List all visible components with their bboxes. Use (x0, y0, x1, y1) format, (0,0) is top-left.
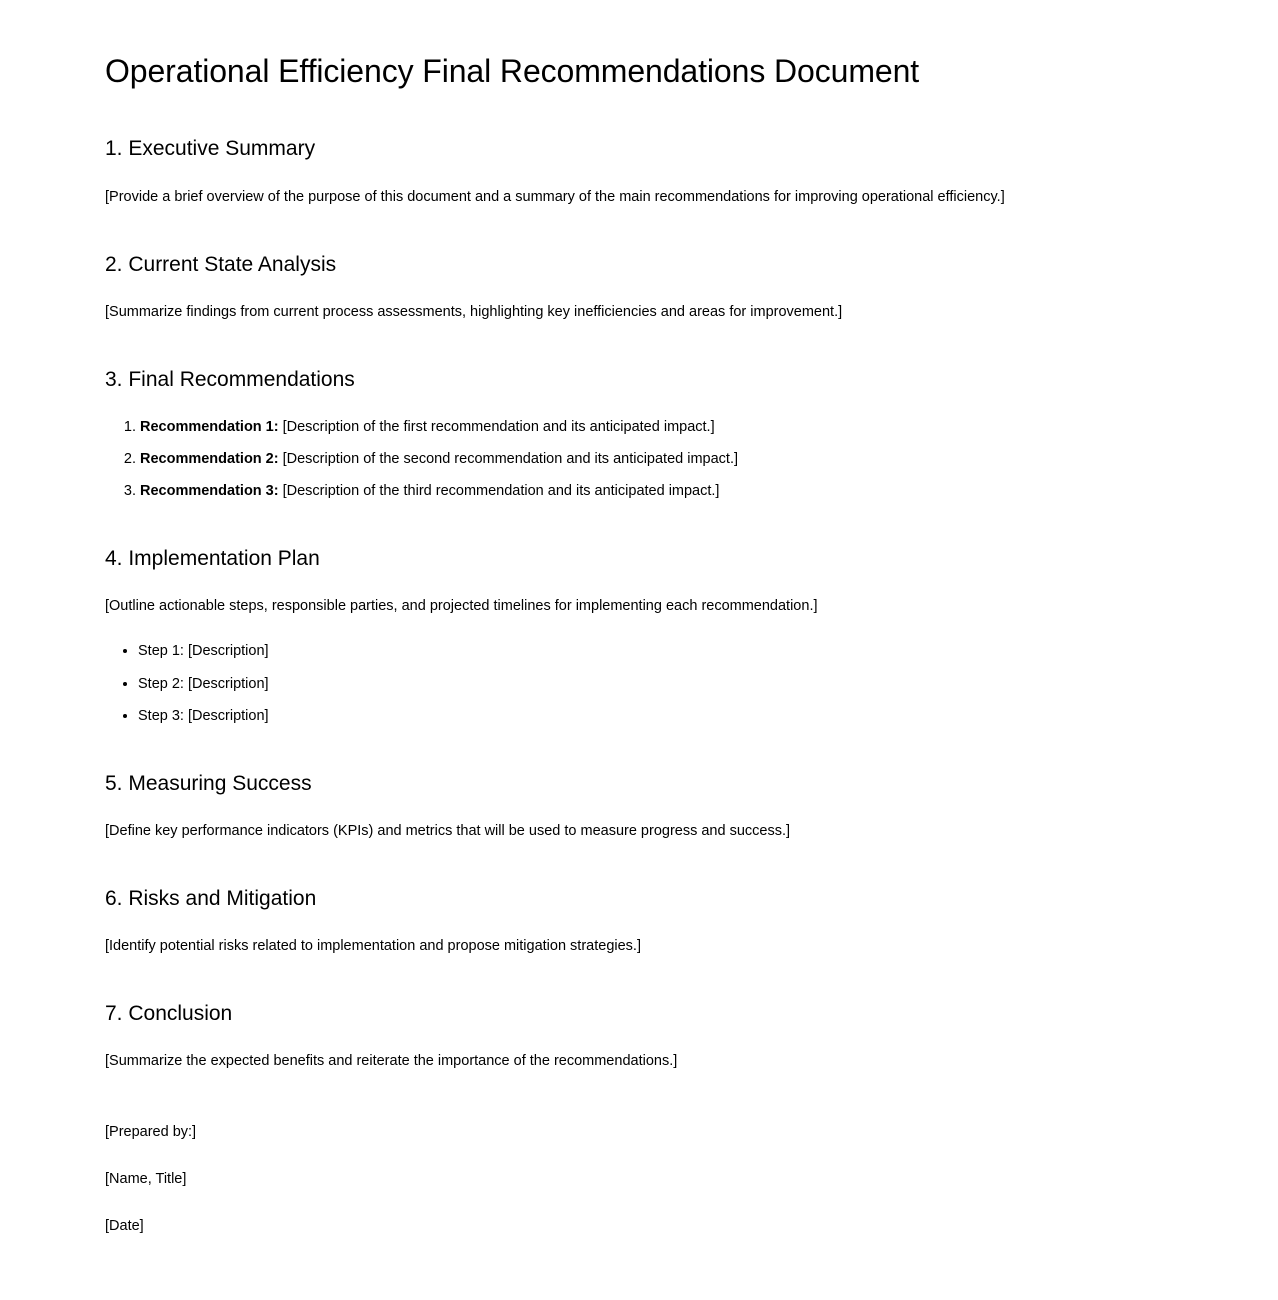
prepared-by-line: [Prepared by:] (105, 1124, 197, 1141)
section-conclusion (105, 1001, 1158, 1072)
recommendation-text: [Description of the second recommendation and its anticipated impact.] (278, 451, 739, 468)
section-heading: 2. Current State Analysis (105, 252, 337, 276)
section-body: [Outline actionable steps, responsible parties, and projected timelines for implementing each recommendation.] (105, 598, 818, 615)
section-heading: 1. Executive Summary (105, 137, 316, 161)
section-heading: 6. Risks and Mitigation (105, 886, 317, 910)
recommendation-label: Recommendation 1: (140, 419, 279, 436)
page-title: Operational Efficiency Final Recommendations Document (105, 53, 920, 89)
list-item (140, 449, 1158, 470)
section-heading: 5. Measuring Success (105, 771, 312, 795)
section-body: [Define key performance indicators (KPIs) and metrics that will be used to measure progress and success.] (105, 822, 791, 839)
steps-list (105, 641, 1158, 726)
recommendations-list (105, 417, 1158, 502)
list-item: • Step 2: [Description] (138, 674, 1158, 695)
recommendation-text: [Description of the first recommendation and its anticipated impact.] (278, 419, 715, 436)
section-final-recommendations (105, 367, 1158, 502)
list-item (140, 481, 1158, 502)
section-heading: 3. Final Recommendations (105, 367, 355, 391)
section-heading: 7. Conclusion (105, 1002, 233, 1026)
section-current-state-analysis (105, 252, 1158, 323)
signature-block (105, 1122, 1158, 1237)
date-line: [Date] (105, 1218, 144, 1235)
section-body: [Summarize findings from current process assessments, highlighting key inefficiencies and areas for improvement.] (105, 303, 843, 320)
section-body: [Identify potential risks related to implementation and propose mitigation strategies.] (105, 938, 641, 955)
recommendation-text: [Description of the third recommendation and its anticipated impact.] (278, 483, 720, 500)
list-item: • Step 1: [Description] (138, 641, 1158, 662)
section-body: [Summarize the expected benefits and reiterate the importance of the recommendations.] (105, 1053, 678, 1070)
section-risks-and-mitigation (105, 886, 1158, 957)
recommendation-label: Recommendation 2: (140, 451, 279, 468)
name-title-line: [Name, Title] (105, 1171, 187, 1188)
section-heading: 4. Implementation Plan (105, 547, 320, 571)
section-executive-summary (105, 136, 1158, 207)
recommendation-label: Recommendation 3: (140, 483, 279, 500)
section-measuring-success (105, 771, 1158, 842)
list-item: • Step 3: [Description] (138, 706, 1158, 727)
section-implementation-plan (105, 546, 1158, 726)
section-body: [Provide a brief overview of the purpose of this document and a summary of the main recommendations for improving operational efficiency.] (105, 188, 1005, 205)
list-item (140, 417, 1158, 438)
